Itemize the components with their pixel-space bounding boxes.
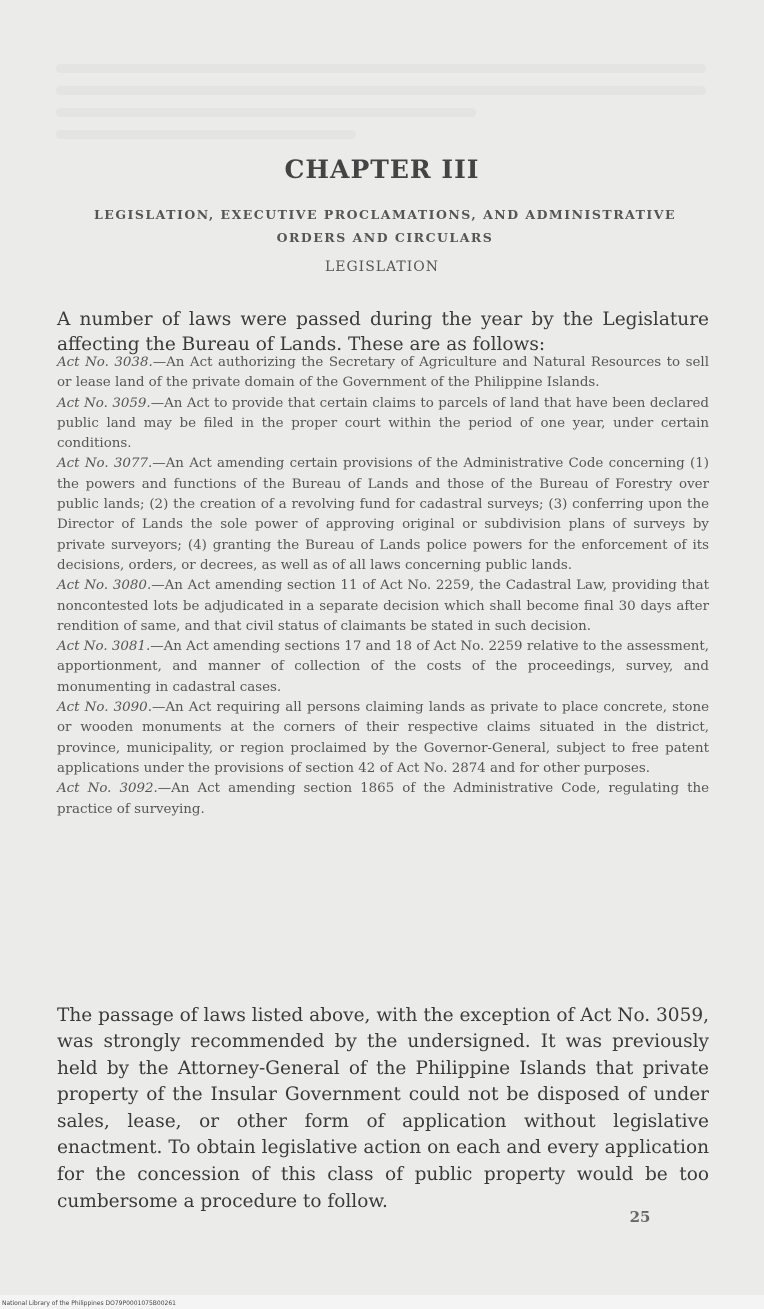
act-entry bbox=[57, 698, 709, 779]
act-entry bbox=[57, 353, 709, 394]
act-entry bbox=[57, 394, 709, 455]
bleed-through-line bbox=[56, 64, 706, 73]
act-number: Act No. 3038. bbox=[57, 355, 153, 370]
intro-paragraph: A number of laws were passed during the year by the Legislature affecting the Bureau of Lands. These are as follows: bbox=[57, 308, 709, 355]
acts-list bbox=[57, 353, 709, 820]
act-entry bbox=[57, 576, 709, 637]
act-description: —An Act to provide that certain claims to parcels of land that have been declared public land may be filed in the proper court within the period of one year, under certain conditions. bbox=[57, 395, 709, 452]
scan-footer-text: National Library of the Philippines DO79P0001075B00261 bbox=[2, 1300, 176, 1307]
act-entry bbox=[57, 454, 709, 576]
act-number: Act No. 3077. bbox=[57, 456, 153, 472]
act-number: Act No. 3092. bbox=[57, 781, 158, 797]
page-number: 25 bbox=[629, 1208, 651, 1226]
act-description: —An Act amending sections 17 and 18 of Act No. 2259 relative to the assessment, apportionment, and manner of collection of the costs of the proceedings, survey, and monumenting in cadastral cases. bbox=[57, 639, 709, 695]
act-description: —An Act amending certain provisions of the Administrative Code concerning (1) the powers and functions of the Bureau of Lands and those of the Bureau of Forestry over public lands; (2) the creation of a revolving fund for cadastral surveys; (3) conferring upon the Director of Lands the sole power of approving original or subdivision plans of surveys by private surveyors; (4) granting the Bureau of Lands police powers for the enforcement of its decisions, orders, or decrees, as well as of all laws concerning public lands. bbox=[57, 456, 709, 573]
act-entry bbox=[57, 779, 709, 820]
bleed-through-line bbox=[56, 108, 476, 117]
bleed-through-line bbox=[56, 86, 706, 95]
act-entry bbox=[57, 637, 709, 698]
chapter-title: CHAPTER III bbox=[284, 155, 480, 184]
section-heading: LEGISLATION bbox=[324, 259, 440, 275]
bleed-through-line bbox=[56, 130, 356, 139]
act-description: —An Act requiring all persons claiming lands as private to place concrete, stone or wooden monuments at the corners of their respective claims situated in the district, province, municipality, or region proclaimed by the Governor-General, subject to free patent applications under the provisions of section 42 of Act No. 2874 and for other purposes. bbox=[57, 700, 709, 776]
closing-paragraph: The passage of laws listed above, with the exception of Act No. 3059, was strongly recommended by the undersigned. It was previously held by the Attorney-General of the Philippine Islands that private property of the Insular Government could not be disposed of under sales, lease, or other form of application without legislative enactment. To obtain legislative action on each and every application for the concession of this class of public property would be too cumbersome a procedure to follow. bbox=[57, 1004, 709, 1212]
chapter-subtitle: LEGISLATION, EXECUTIVE PROCLAMATIONS, AND ADMINISTRATIVE ORDERS AND CIRCULARS bbox=[94, 207, 676, 245]
act-number: Act No. 3090. bbox=[57, 700, 152, 716]
act-description: —An Act authorizing the Secretary of Agriculture and Natural Resources to sell or lease land of the private domain of the Government of the Philippine Islands. bbox=[57, 355, 709, 391]
act-description: —An Act amending section 1865 of the Administrative Code, regulating the practice of surveying. bbox=[57, 781, 709, 817]
act-number: Act No. 3081. bbox=[57, 639, 151, 655]
act-description: —An Act amending section 11 of Act No. 2259, the Cadastral Law, providing that noncontested lots be adjudicated in a separate decision which shall become final 30 days after rendition of same, and that civil status of claimants be stated in such decision. bbox=[57, 578, 709, 634]
act-number: Act No. 3080. bbox=[57, 578, 152, 594]
act-number: Act No. 3059. bbox=[57, 395, 151, 411]
